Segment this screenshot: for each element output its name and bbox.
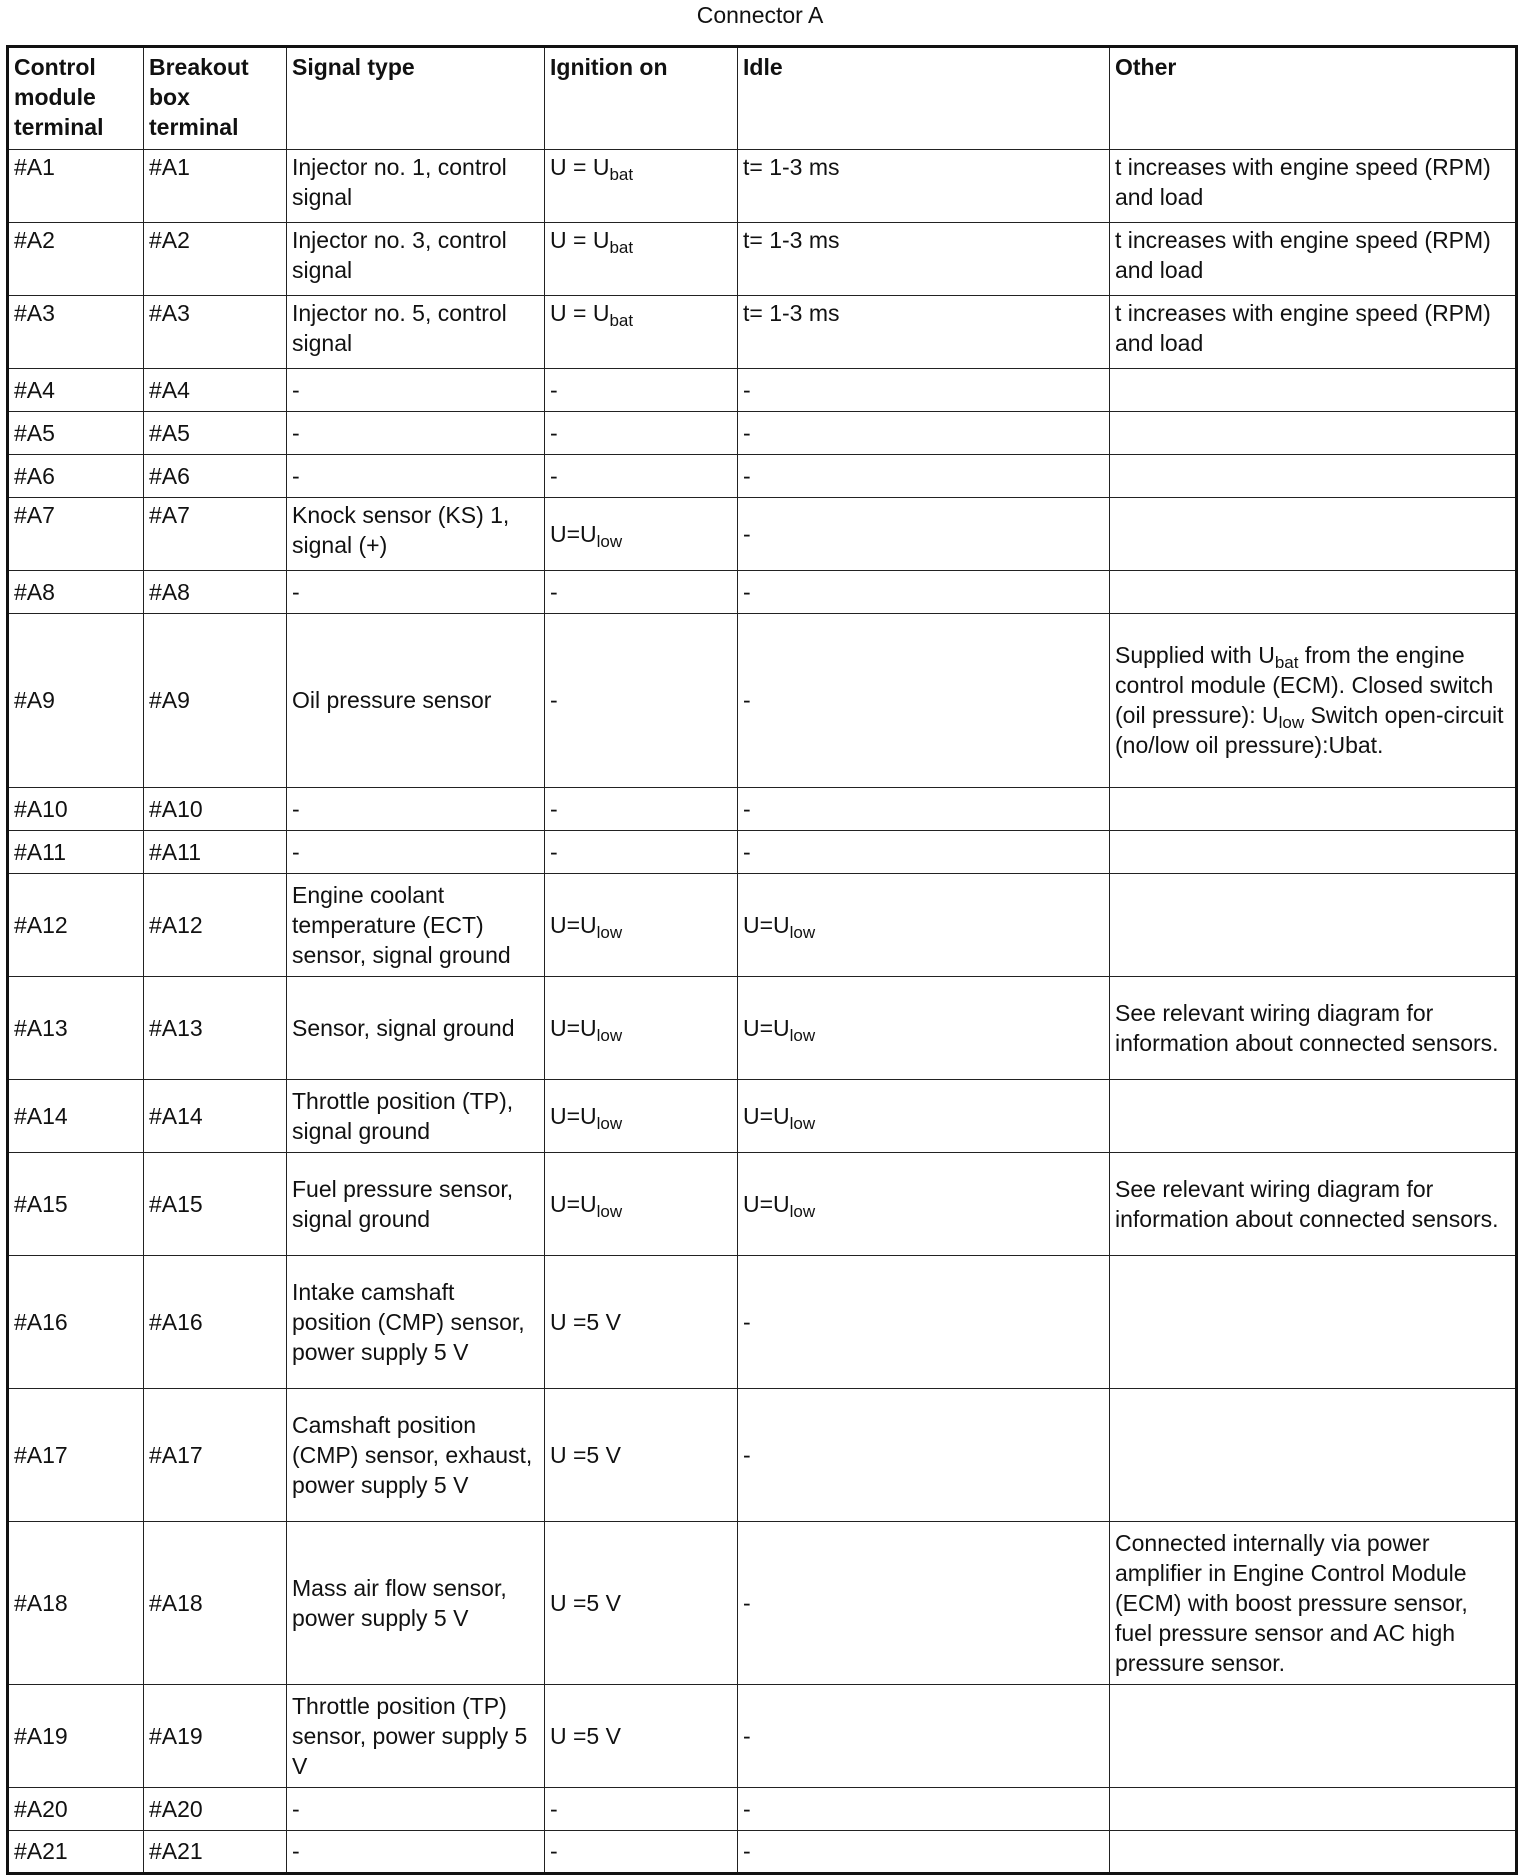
signal-cell: Intake camshaft position (CMP) sensor, power supply 5 V	[287, 1256, 545, 1389]
breakout-cell: #A14	[144, 1080, 287, 1153]
other-cell: Connected internally via power amplifier in Engine Control Module (ECM) with boost pressure sensor, fuel pressure sensor and AC high pressure sensor.	[1110, 1522, 1517, 1685]
table-row	[8, 788, 1517, 831]
idle-cell: -	[738, 1831, 1110, 1874]
ignition-cell: $U=U_{low}$	[545, 1080, 738, 1153]
idle-cell: -	[738, 1685, 1110, 1788]
breakout-cell: #A8	[144, 571, 287, 614]
ignition-cell: $U=U_{low}$	[545, 977, 738, 1080]
other-cell: Supplied with $U_{bat}$ from the engine control module (ECM). Closed switch (oil pressure): $U_{low}$ Switch open-circuit (no/low oil pressure):Ubat.	[1110, 614, 1517, 788]
terminal-cell: #A17	[8, 1389, 144, 1522]
signal-cell: Injector no. 5, control signal	[287, 296, 545, 369]
terminal-cell: #A1	[8, 150, 144, 223]
signal-cell: Knock sensor (KS) 1, signal (+)	[287, 498, 545, 571]
signal-cell: -	[287, 571, 545, 614]
idle-cell: -	[738, 1389, 1110, 1522]
idle-cell: -	[738, 571, 1110, 614]
terminal-cell: #A16	[8, 1256, 144, 1389]
idle-cell: $U=U_{low}$	[738, 874, 1110, 977]
terminal-cell: #A7	[8, 498, 144, 571]
signal-cell: Fuel pressure sensor, signal ground	[287, 1153, 545, 1256]
signal-cell: -	[287, 831, 545, 874]
signal-cell: -	[287, 1788, 545, 1831]
signal-cell: -	[287, 788, 545, 831]
terminal-cell: #A8	[8, 571, 144, 614]
other-cell: t increases with engine speed (RPM) and load	[1110, 223, 1517, 296]
breakout-cell: #A4	[144, 369, 287, 412]
breakout-cell: #A2	[144, 223, 287, 296]
terminal-cell: #A19	[8, 1685, 144, 1788]
ignition-cell: -	[545, 831, 738, 874]
breakout-cell: #A7	[144, 498, 287, 571]
idle-cell: -	[738, 412, 1110, 455]
ignition-cell: -	[545, 1788, 738, 1831]
terminal-cell: #A10	[8, 788, 144, 831]
idle-cell: -	[738, 455, 1110, 498]
breakout-cell: #A1	[144, 150, 287, 223]
terminal-cell: #A15	[8, 1153, 144, 1256]
breakout-cell: #A10	[144, 788, 287, 831]
table-row	[8, 1831, 1517, 1874]
ignition-cell: $U = U_{bat}$	[545, 223, 738, 296]
idle-cell: -	[738, 498, 1110, 571]
ignition-cell: U =5 V	[545, 1522, 738, 1685]
terminal-cell: #A9	[8, 614, 144, 788]
table-row	[8, 369, 1517, 412]
breakout-cell: #A13	[144, 977, 287, 1080]
idle-cell: -	[738, 788, 1110, 831]
other-cell	[1110, 412, 1517, 455]
ignition-cell: $U=U_{low}$	[545, 1153, 738, 1256]
other-cell	[1110, 369, 1517, 412]
terminal-cell: #A6	[8, 455, 144, 498]
idle-cell: -	[738, 369, 1110, 412]
other-cell	[1110, 1831, 1517, 1874]
breakout-cell: #A9	[144, 614, 287, 788]
other-cell	[1110, 1080, 1517, 1153]
ignition-cell: -	[545, 614, 738, 788]
terminal-cell: #A4	[8, 369, 144, 412]
idle-cell: -	[738, 1788, 1110, 1831]
other-cell	[1110, 571, 1517, 614]
signal-cell: Camshaft position (CMP) sensor, exhaust, power supply 5 V	[287, 1389, 545, 1522]
breakout-cell: #A21	[144, 1831, 287, 1874]
breakout-cell: #A15	[144, 1153, 287, 1256]
idle-cell: -	[738, 614, 1110, 788]
other-cell: See relevant wiring diagram for information about connected sensors.	[1110, 1153, 1517, 1256]
breakout-cell: #A16	[144, 1256, 287, 1389]
table-row	[8, 874, 1517, 977]
table-row	[8, 977, 1517, 1080]
terminal-cell: #A20	[8, 1788, 144, 1831]
other-cell	[1110, 455, 1517, 498]
breakout-cell: #A19	[144, 1685, 287, 1788]
terminal-cell: #A5	[8, 412, 144, 455]
ignition-cell: $U=U_{low}$	[545, 498, 738, 571]
table-row	[8, 1080, 1517, 1153]
table-row	[8, 498, 1517, 571]
signal-cell: -	[287, 369, 545, 412]
breakout-cell: #A18	[144, 1522, 287, 1685]
table-row	[8, 831, 1517, 874]
other-cell	[1110, 831, 1517, 874]
breakout-cell: #A5	[144, 412, 287, 455]
table-row	[8, 571, 1517, 614]
other-cell	[1110, 788, 1517, 831]
ignition-cell: $U=U_{low}$	[545, 874, 738, 977]
ignition-cell: -	[545, 455, 738, 498]
table-row	[8, 455, 1517, 498]
other-cell	[1110, 874, 1517, 977]
idle-cell: -	[738, 1256, 1110, 1389]
breakout-cell: #A12	[144, 874, 287, 977]
header-other: Other	[1110, 47, 1517, 150]
breakout-cell: #A11	[144, 831, 287, 874]
terminal-cell: #A3	[8, 296, 144, 369]
other-cell: See relevant wiring diagram for information about connected sensors.	[1110, 977, 1517, 1080]
breakout-cell: #A17	[144, 1389, 287, 1522]
header-ignition-on: Ignition on	[545, 47, 738, 150]
signal-cell: -	[287, 455, 545, 498]
header-signal-type: Signal type	[287, 47, 545, 150]
breakout-cell: #A3	[144, 296, 287, 369]
signal-cell: Sensor, signal ground	[287, 977, 545, 1080]
ignition-cell: -	[545, 1831, 738, 1874]
table-row	[8, 1389, 1517, 1522]
breakout-cell: #A6	[144, 455, 287, 498]
ignition-cell: -	[545, 412, 738, 455]
table-row	[8, 223, 1517, 296]
table-row	[8, 1522, 1517, 1685]
terminal-cell: #A2	[8, 223, 144, 296]
table-row	[8, 614, 1517, 788]
idle-cell: $U=U_{low}$	[738, 1153, 1110, 1256]
signal-cell: -	[287, 1831, 545, 1874]
signal-cell: Injector no. 3, control signal	[287, 223, 545, 296]
signal-cell: Mass air flow sensor, power supply 5 V	[287, 1522, 545, 1685]
terminal-cell: #A13	[8, 977, 144, 1080]
signal-cell: Oil pressure sensor	[287, 614, 545, 788]
other-cell	[1110, 1256, 1517, 1389]
idle-cell: $U=U_{low}$	[738, 977, 1110, 1080]
table-row	[8, 1256, 1517, 1389]
idle-cell: t= 1-3 ms	[738, 223, 1110, 296]
terminal-cell: #A11	[8, 831, 144, 874]
idle-cell: -	[738, 831, 1110, 874]
ignition-cell: U =5 V	[545, 1256, 738, 1389]
ignition-cell: -	[545, 369, 738, 412]
ignition-cell: U =5 V	[545, 1389, 738, 1522]
header-breakout-box-terminal: Breakout box terminal	[144, 47, 287, 150]
other-cell: t increases with engine speed (RPM) and load	[1110, 296, 1517, 369]
other-cell	[1110, 1788, 1517, 1831]
ignition-cell: $U = U_{bat}$	[545, 296, 738, 369]
header-idle: Idle	[738, 47, 1110, 150]
signal-cell: -	[287, 412, 545, 455]
table-row	[8, 150, 1517, 223]
table-row	[8, 1153, 1517, 1256]
ignition-cell: -	[545, 788, 738, 831]
terminal-cell: #A14	[8, 1080, 144, 1153]
terminal-cell: #A18	[8, 1522, 144, 1685]
table-header-row	[8, 47, 1517, 150]
idle-cell: t= 1-3 ms	[738, 296, 1110, 369]
connector-title: Connector A	[696, 2, 824, 28]
table-row	[8, 296, 1517, 369]
ignition-cell: U =5 V	[545, 1685, 738, 1788]
breakout-cell: #A20	[144, 1788, 287, 1831]
table-row	[8, 1788, 1517, 1831]
idle-cell: t= 1-3 ms	[738, 150, 1110, 223]
signal-cell: Throttle position (TP), signal ground	[287, 1080, 545, 1153]
header-control-module-terminal: Control module terminal	[8, 47, 144, 150]
table-row	[8, 412, 1517, 455]
idle-cell: $U=U_{low}$	[738, 1080, 1110, 1153]
idle-cell: -	[738, 1522, 1110, 1685]
ignition-cell: -	[545, 571, 738, 614]
connector-a-table	[6, 45, 1518, 1875]
other-cell: t increases with engine speed (RPM) and load	[1110, 150, 1517, 223]
terminal-cell: #A21	[8, 1831, 144, 1874]
signal-cell: Engine coolant temperature (ECT) sensor, signal ground	[287, 874, 545, 977]
other-cell	[1110, 1389, 1517, 1522]
other-cell	[1110, 498, 1517, 571]
terminal-cell: #A12	[8, 874, 144, 977]
other-cell	[1110, 1685, 1517, 1788]
ignition-cell: $U = U_{bat}$	[545, 150, 738, 223]
table-row	[8, 1685, 1517, 1788]
signal-cell: Throttle position (TP) sensor, power supply 5 V	[287, 1685, 545, 1788]
signal-cell: Injector no. 1, control signal	[287, 150, 545, 223]
